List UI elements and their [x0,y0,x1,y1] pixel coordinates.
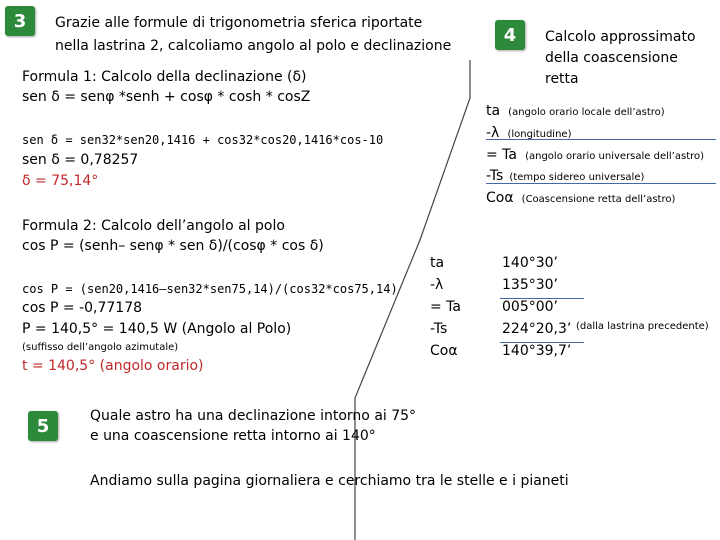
formula2-calculation: cos P = (sen20,1416–sen32*sen75,14)/(cos32*cos75,14) [22,282,398,296]
legend-row-ta [486,100,665,121]
legend-rule-2 [486,183,716,184]
step-5-badge: 5 [28,411,58,441]
calc-note: (dalla lastrina precedente) [576,321,709,332]
step-3-badge: 3 [5,6,35,36]
legend-row-Ta [486,144,704,165]
legend-desc: (longitudine) [507,129,572,140]
formula2-result-polar-angle: P = 140,5° = 140,5 W (Angolo al Polo) [22,321,292,337]
formula2-result-cos: cos P = -0,77178 [22,300,143,316]
legend-label: ta [486,103,501,119]
formula1-title: Formula 1: Calcolo della declinazione (δ) [22,69,307,85]
formula1-result-sin: sen δ = 0,78257 [22,152,139,168]
calc-value: 005°00’ [502,299,558,315]
legend-desc: (Coascensione retta dell’astro) [521,194,676,205]
legend-desc: (angolo orario locale dell’astro) [508,107,665,118]
formula1-calculation: sen δ = sen32*sen20,1416 + cos32*cos20,1416*cos-10 [22,133,384,147]
legend-label: = Ta [486,147,517,163]
formula2-expression: cos P = (senh– senφ * sen δ)/(cosφ * cos δ) [22,238,324,254]
legend-desc: (tempo sidereo universale) [509,172,645,183]
legend-label: -Ts [486,168,504,184]
calc-label: = Ta [430,299,461,315]
calc-value: 135°30’ [502,277,558,293]
section4-title-1: Calcolo approssimato [545,29,696,45]
legend-desc: (angolo orario universale dell’astro) [525,151,705,162]
intro-line-1: Grazie alle formule di trigonometria sferica riportate [55,15,423,31]
formula2-result-hour-angle: t = 140,5° (angolo orario) [22,358,204,374]
calc-rule-2 [500,342,584,343]
formula2-title: Formula 2: Calcolo dell’angolo al polo [22,218,285,234]
calc-value: 224°20,3’ [502,321,572,337]
formula2-note: (suffisso dell’angolo azimutale) [22,342,179,353]
formula1-result-declination: δ = 75,14° [22,173,99,189]
calc-labels [430,252,461,362]
calc-label: Coα [430,343,458,359]
legend-label: -λ [486,125,500,141]
section4-title-3: retta [545,71,579,87]
calc-label: -λ [430,277,444,293]
legend-rule-1 [486,139,716,140]
question-line-1: Quale astro ha una declinazione intorno ai 75° [90,408,417,424]
formula1-expression: sen δ = senφ *senh + cosφ * cosh * cosZ [22,89,311,105]
calc-value: 140°30’ [502,255,558,271]
calc-value: 140°39,7’ [502,343,572,359]
section4-title-2: della coascensione [545,50,678,66]
calc-label: -Ts [430,321,448,337]
legend-row-coa [486,187,675,208]
answer-line: Andiamo sulla pagina giornaliera e cerchiamo tra le stelle e i pianeti [90,473,569,489]
intro-line-2: nella lastrina 2, calcoliamo angolo al polo e declinazione [55,38,452,54]
calc-values [502,252,571,362]
calc-rule-1 [500,298,584,299]
legend-label: Coα [486,190,514,206]
calc-label: ta [430,255,445,271]
step-4-badge: 4 [495,20,525,50]
question-line-2: e una coascensione retta intorno ai 140° [90,428,376,444]
